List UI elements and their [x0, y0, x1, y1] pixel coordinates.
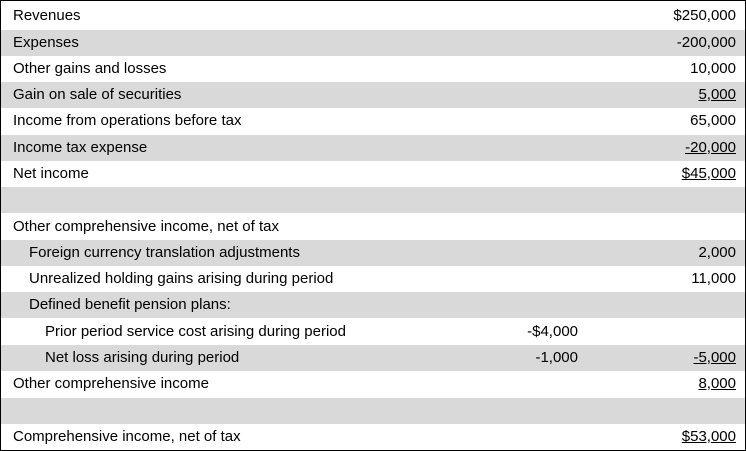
- row-revenues: [1, 3, 745, 29]
- row-pension-plans: [1, 292, 745, 318]
- row-amount: 10,000: [690, 60, 736, 77]
- row-comprehensive-income: [1, 424, 745, 450]
- row-other-gains: [1, 56, 745, 82]
- row-label: Net income: [13, 165, 89, 182]
- row-amount: 2,000: [698, 244, 736, 261]
- row-label: Comprehensive income, net of tax: [13, 428, 241, 445]
- row-prior-service-cost: [1, 319, 745, 345]
- row-label: Other gains and losses: [13, 60, 167, 77]
- row-net-income: [1, 161, 745, 187]
- row-label: Revenues: [13, 7, 81, 24]
- row-amount: 65,000: [690, 112, 736, 129]
- row-label: Unrealized holding gains arising during period: [29, 270, 334, 287]
- row-label: Other comprehensive income, net of tax: [13, 218, 279, 235]
- row-amount: 11,000: [691, 270, 736, 287]
- row-amount: $250,000: [673, 7, 736, 24]
- row-label: Income tax expense: [13, 139, 148, 156]
- row-label: Defined benefit pension plans:: [29, 296, 231, 313]
- row-spacer: [1, 398, 745, 424]
- row-amount: -200,000: [676, 34, 736, 51]
- row-amount: 5,000: [698, 86, 736, 103]
- row-subamount: -1,000: [535, 349, 578, 366]
- row-oci-total: [1, 371, 745, 397]
- row-amount: $45,000: [681, 165, 736, 182]
- row-label: Income from operations before tax: [13, 112, 242, 129]
- row-subamount: -$4,000: [527, 323, 578, 340]
- row-amount: 8,000: [698, 375, 736, 392]
- row-oci-header: [1, 214, 745, 240]
- row-label: Prior period service cost arising during period: [45, 323, 346, 340]
- row-label: Expenses: [13, 34, 79, 51]
- row-amount: -5,000: [693, 349, 736, 366]
- row-unrealized-gains: [1, 266, 745, 292]
- row-amount: $53,000: [681, 428, 736, 445]
- row-label: Net loss arising during period: [45, 349, 240, 366]
- row-label: Gain on sale of securities: [13, 86, 182, 103]
- row-amount: -20,000: [685, 139, 736, 156]
- row-label: Foreign currency translation adjustments: [29, 244, 300, 261]
- row-income-before-tax: [1, 108, 745, 134]
- row-gain-on-sale: [1, 82, 745, 108]
- row-income-tax: [1, 135, 745, 161]
- row-foreign-currency: [1, 240, 745, 266]
- row-label: Other comprehensive income: [13, 375, 209, 392]
- row-net-loss: [1, 345, 745, 371]
- row-expenses: [1, 30, 745, 56]
- row-spacer: [1, 187, 745, 213]
